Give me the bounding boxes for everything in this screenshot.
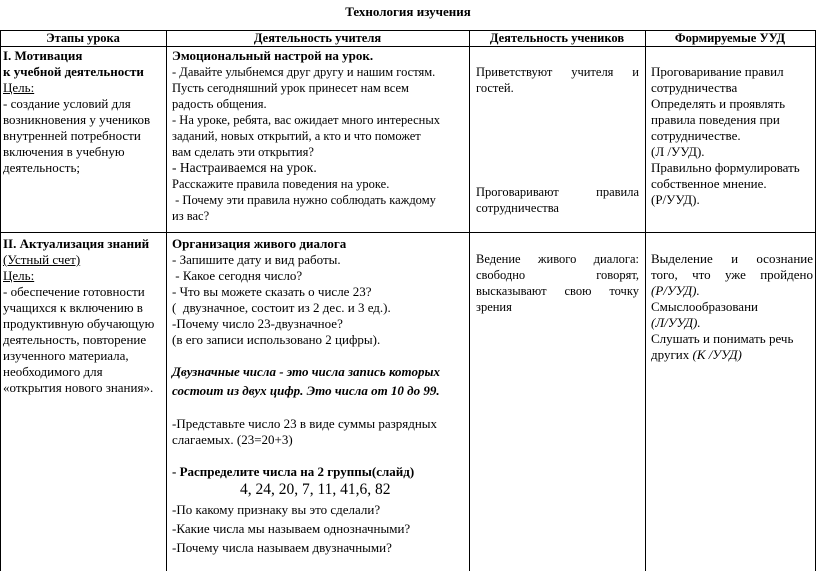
row2-students-word: свою [564,284,592,298]
row1-teacher-heading: Эмоциональный настрой на урок. [172,48,374,63]
row2-teacher-line: - Что вы можете сказать о числе 23? [172,284,372,299]
row2-students-word: говорят, [596,268,639,282]
row1-stage-subtitle: к учебной деятельности [3,64,144,79]
row2-uud-line [651,347,813,363]
row2-definition-line: состоит из двух цифр. Это числа от 10 до 99. [172,383,440,398]
row2-students-word: точку [609,284,639,298]
row1-goal-line: возникновения у учеников [3,112,151,127]
row1-uud-line: (Л /УУД). [651,144,705,159]
row2-stage-title: II. Актуализация знаний [3,236,150,251]
row2-question-line: -По какому признаку вы это сделали? [172,502,381,517]
row2-uud-line [651,267,813,283]
row2-uud-cell [651,251,813,363]
row2-numbers-line: 4, 24, 20, 7, 11, 41,6, 82 [240,481,391,498]
row1-uud-line: правила поведения при [651,112,780,127]
row2-students-line: зрения [476,300,512,314]
col-divider-3 [469,30,470,571]
row2-teacher-heading: Организация живого диалога [172,236,347,251]
row1-uud-line: Определять и проявлять [651,96,786,111]
row2-teacher-spacer [172,448,466,464]
row2-stage-subtitle: (Устный счет) [3,252,81,267]
row2-students-word: свободно [476,268,526,282]
row1-stage-cell [3,48,163,176]
row2-goal-label: Цель: [3,268,35,283]
row1-students-line [476,64,639,80]
row1-students-line: сотрудничества [476,201,559,215]
row2-uud-word: Выделение [651,251,713,266]
row1-teacher-line: радость общения. [172,97,267,111]
row2-task-line: - Распределите числа на 2 группы(слайд) [172,464,415,479]
row2-uud-word: того, [651,267,678,282]
row2-teacher-line: (в его записи использовано 2 цифры). [172,332,381,347]
row1-teacher-line: - Давайте улыбнемся друг другу и нашим гостям. [172,65,436,79]
row2-uud-word: что [692,267,711,282]
row2-students-cell [476,251,639,315]
row2-sum-line: -Представьте число 23 в виде суммы разрядных [172,416,438,431]
row2-uud-line: (Р/УУД). [651,283,700,298]
row1-teacher-line: - Почему эти правила нужно соблюдать каждому [172,193,436,207]
row2-teacher-spacer [172,348,466,362]
row2-uud-line [651,251,813,267]
row2-uud-line: (Л/УУД). [651,315,701,330]
row2-teacher-line: - Какое сегодня число? [172,268,303,283]
row2-goal-line: деятельность, повторение [3,332,147,347]
row1-uud-line: Правильно формулировать [651,160,800,175]
row2-students-line [476,267,639,283]
row1-teacher-line: вам сделать эти открытия? [172,145,314,159]
row1-goal-line: внутренней потребности [3,128,141,143]
row2-sum-line: слагаемых. (23=20+3) [172,432,293,447]
header-uud: Формируемые УУД [674,31,786,45]
row2-students-line [476,283,639,299]
row2-students-word: живого [537,252,577,266]
header-bottom-border [0,46,816,47]
row2-goal-line: - обеспечение готовности [3,284,145,299]
row-divider [0,232,816,233]
row1-students-cell [476,64,639,216]
row1-teacher-line: из вас? [172,209,210,223]
row2-goal-line: изученного материала, [3,348,129,363]
row1-teacher-line: - Настраиваемся на урок. [172,160,317,175]
row2-uud-line: Слушать и понимать речь [651,331,794,346]
header-students: Деятельность учеников [489,31,625,45]
row2-uud-word: и [731,251,739,266]
row1-students-word: правила [596,185,639,199]
row2-uud-word: осознание [756,251,813,266]
header-stages: Этапы урока [46,31,120,45]
row2-teacher-line: - Запишите дату и вид работы. [172,252,341,267]
row2-teacher-spacer [172,400,466,416]
header-teacher: Деятельность учителя [253,31,382,45]
row2-definition-line: Двузначные числа - это числа запись которых [172,364,441,379]
row2-students-word: диалога: [593,252,639,266]
row2-uud-word: уже [724,267,746,282]
row2-students-word: высказывают [476,284,547,298]
col-divider-4 [645,30,646,571]
row1-students-line: гостей. [476,81,514,95]
row1-students-line [476,184,639,200]
row2-goal-line: продуктивную обучающую [3,316,155,331]
row1-students-word: Приветствуют [476,65,553,79]
page-title: Технология изучения [345,4,471,19]
row2-uud-word: пройдено [760,267,813,282]
row2-teacher-line: -Почему число 23-двузначное? [172,316,343,331]
row1-uud-line: (Р/УУД). [651,192,700,207]
row2-goal-line: необходимого для [3,364,103,379]
row2-stage-cell [3,236,163,396]
row1-students-spacer [476,96,639,184]
row2-teacher-cell [172,236,466,557]
row1-teacher-line: Расскажите правила поведения на уроке. [172,177,390,191]
row1-stage-title: I. Мотивация [3,48,83,63]
row1-teacher-line: Пусть сегодняшний урок принесет нам всем [172,81,409,95]
row2-students-line [476,251,639,267]
row1-uud-line: собственное мнение. [651,176,767,191]
row1-teacher-line: заданий, новых открытий, а кто и что поможет [172,129,421,143]
row1-uud-cell [651,64,813,208]
row2-uud-word: других [651,347,693,362]
row1-students-word: учителя [571,65,614,79]
row1-goal-line: - создание условий для [3,96,131,111]
row1-students-word: Проговаривают [476,185,559,199]
row2-question-line: -Почему числа называем двузначными? [172,540,392,555]
row1-goal-label: Цель: [3,80,35,95]
col-divider-1 [0,30,1,571]
row2-goal-line: «открытия нового знания». [3,380,154,395]
row1-teacher-cell [172,48,466,224]
row2-teacher-line: ( двузначное, состоит из 2 дес. и 3 ед.). [172,300,391,315]
row2-students-word: Ведение [476,252,521,266]
row2-question-line: -Какие числа мы называем однозначными? [172,521,411,536]
row1-uud-line: Проговаривание правил [651,64,784,79]
row2-uud-word: (К /УУД) [692,347,742,362]
row1-uud-line: сотрудничестве. [651,128,741,143]
row1-goal-line: включения в учебную [3,144,125,159]
row2-uud-line: Смыслообразовани [651,299,758,314]
row1-uud-line: сотрудничества [651,80,738,95]
col-divider-2 [166,30,167,571]
row1-students-word: и [632,65,639,79]
row1-teacher-line: - На уроке, ребята, вас ожидает много интересных [172,113,440,127]
row2-goal-line: учащихся к включению в [3,300,143,315]
row1-goal-line: деятельность; [3,160,81,175]
